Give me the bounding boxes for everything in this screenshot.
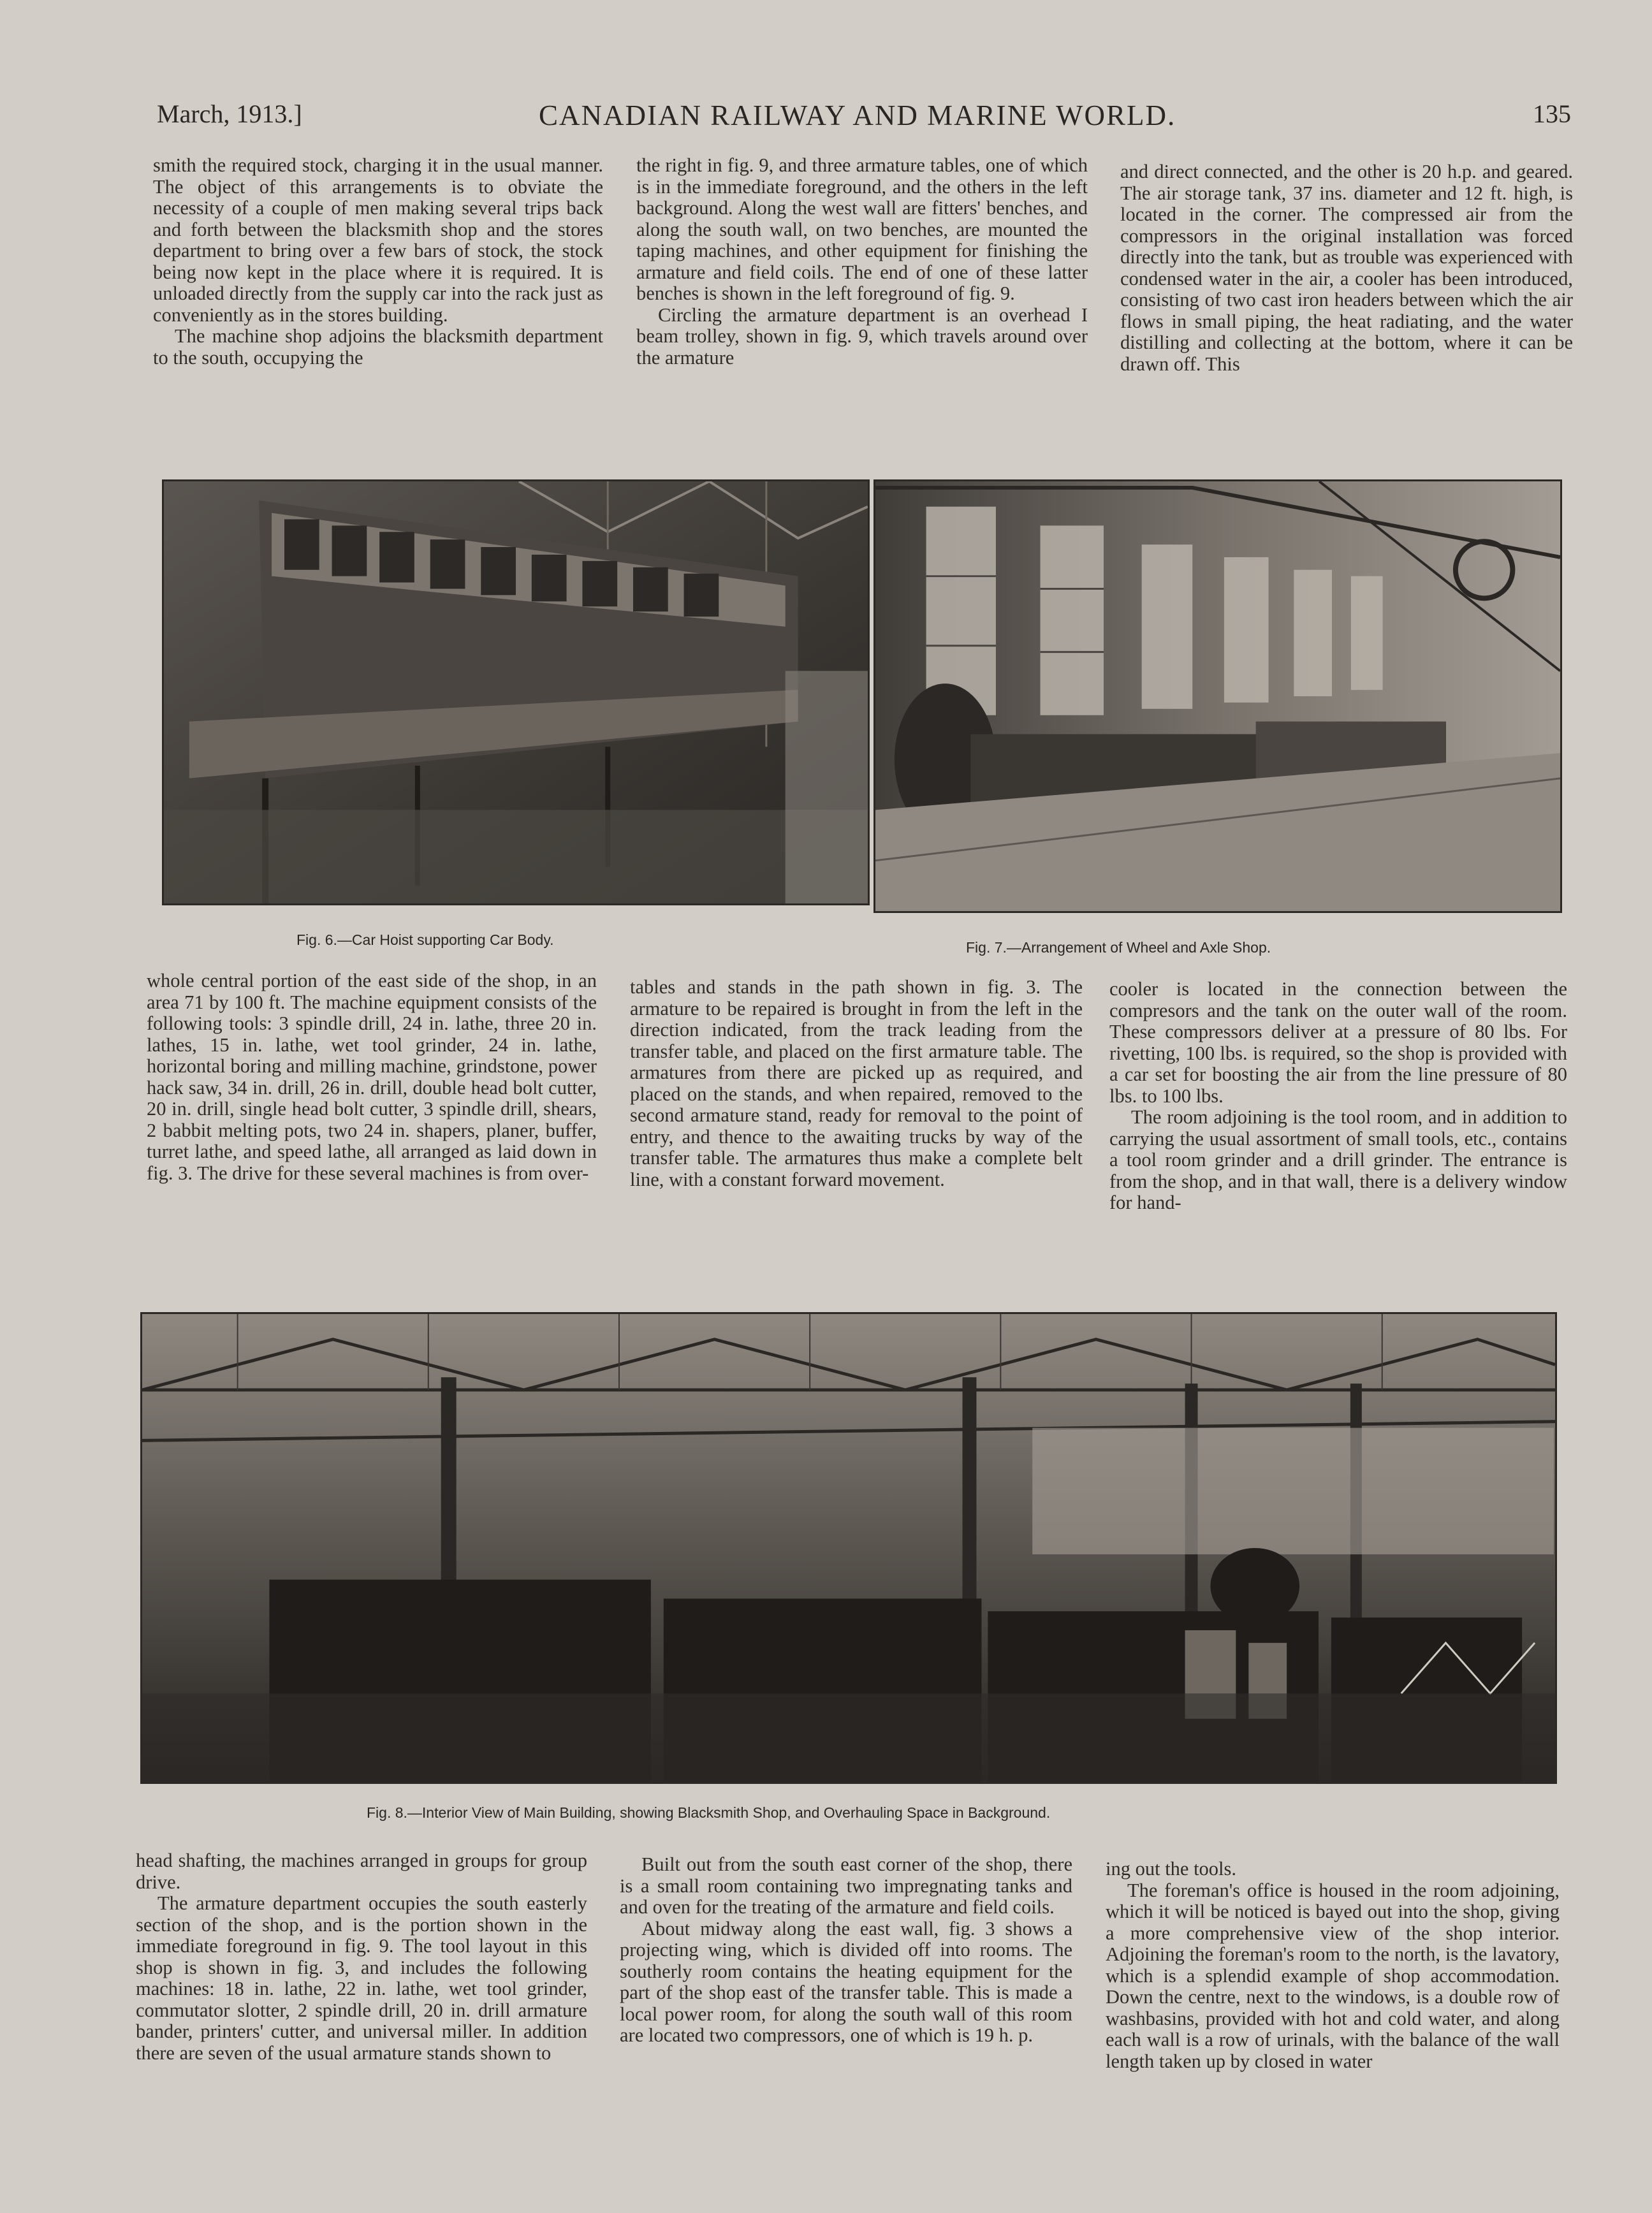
middle-column-2 — [630, 977, 1083, 1190]
fig6-caption: Fig. 6.—Car Hoist supporting Car Body. — [296, 931, 554, 948]
paragraph: The foreman's office is housed in the room adjoining, which it will be noticed is bayed out into the shop, giving a more comprehensive view of the shop interior. Adjoining the foreman's room to the north, is the lavatory, which is a splendid example of shop accommodation. Down the centre, next to the windows, is a double row of washbasins, provided with hot and cold water, and along each wall is a row of urinals, with the balance of the wall length taken up by closed in water — [1106, 1879, 1560, 2072]
paragraph: ing out the tools. — [1106, 1858, 1237, 1880]
fig8-main-building-interior-photo — [140, 1312, 1557, 1784]
issue-date: March, 1913.] — [157, 99, 302, 128]
fig8-caption: Fig. 8.—Interior View of Main Building, showing Blacksmith Shop, and Overhauling Space in Background. — [367, 1804, 1051, 1821]
paragraph: and direct connected, and the other is 20 h.p. and geared. The air storage tank, 37 ins. diameter and 12 ft. high, is located in the corner. The compressed air from the compressors in the original installation was forced directly into the tank, but as trouble was experienced with condensed water in the air, a cooler has been introduced, consisting of two cast iron headers between which the air flows in small piping, the heat radiating, and the water distilling and collecting at the bottom, where it can be drawn off. This — [1120, 161, 1573, 375]
top-column-2 — [636, 155, 1088, 369]
paragraph: The room adjoining is the tool room, and in addition to carrying the usual assortment of small tools, etc., contains a tool room grinder and a drill grinder. The entrance is from the shop, and in that wall, there is a delivery window for hand- — [1109, 1106, 1567, 1213]
paragraph: the right in fig. 9, and three armature tables, one of which is in the immediate foreground, and the others in the left background. Along the west wall are fitters' benches, and along the south wall, on two benches, are mounted the taping machines, and other equipment for finishing the armature and field coils. The end of one of these latter benches is shown in the left foreground of fig. 9. — [636, 154, 1088, 304]
fig7-wheel-axle-shop-photo — [874, 479, 1562, 913]
bottom-column-2 — [620, 1854, 1072, 2047]
fig7-caption: Fig. 7.—Arrangement of Wheel and Axle Shop. — [966, 939, 1271, 956]
paragraph: Circling the armature department is an overhead I beam trolley, shown in fig. 9, which travels around over the armature — [636, 303, 1088, 369]
paragraph: The machine shop adjoins the blacksmith department to the south, occupying the — [153, 325, 603, 369]
paragraph: tables and stands in the path shown in fig. 3. The armature to be repaired is brought in from the left in the direction indicated, from the track leading from the transfer table, and placed on the first armature table. The armatures from there are picked up as required, and placed on the stands, and when repaired, removed to the second armature stand, ready for removal to the point of entry, and thence to the awaiting trucks by way of the transfer table. The armatures thus make a complete belt line, with a constant forward movement. — [630, 976, 1083, 1190]
top-column-3 — [1120, 161, 1573, 375]
paragraph: smith the required stock, charging it in the usual manner. The object of this arrangements is to obviate the necessity of a couple of men making several trips back and forth between the blacksmith shop and the stores department to bring over a few bars of stock, the stock being now kept in the place where it is required. It is unloaded directly from the supply car into the rack just as conveniently as in the stores building. — [153, 154, 603, 326]
paragraph: whole central portion of the east side of the shop, in an area 71 by 100 ft. The machine equipment consists of the following tools: 3 spindle drill, 24 in. lathe, three 20 in. lathes, 15 in. lathe, wet tool grinder, 24 in. lathe, horizontal boring and milling machine, grindstone, power hack saw, 34 in. drill, 26 in. drill, double head bolt cutter, 20 in. drill, single head bolt cutter, 3 spindle drill, shears, 2 babbit melting pots, two 24 in. shapers, planer, buffer, turret lathe, and speed lathe, all arranged as laid down in fig. 3. The drive for these several machines is from over- — [147, 970, 597, 1184]
paragraph: About midway along the east wall, fig. 3 shows a projecting wing, which is divided off into rooms. The southerly room contains the heating equipment for the part of the shop east of the transfer table. This is made a local power room, for along the south wall of this room are located two compressors, one of which is 19 h. p. — [620, 1917, 1072, 2046]
paragraph: cooler is located in the connection between the compresors and the tank on the outer wall of the room. These compressors deliver at a pressure of 80 lbs. For rivetting, 100 lbs. is required, so the shop is provided with a car set for boosting the air from the line pressure of 80 lbs. to 100 lbs. — [1109, 978, 1567, 1107]
top-column-1 — [153, 155, 603, 369]
publication-title: CANADIAN RAILWAY AND MARINE WORLD. — [539, 99, 1176, 131]
bottom-column-1 — [136, 1850, 587, 2064]
middle-column-1 — [147, 970, 597, 1184]
paragraph: head shafting, the machines arranged in groups for group drive. — [136, 1850, 587, 1893]
paragraph: Built out from the south east corner of the shop, there is a small room containing two impregnating tanks and and oven for the treating of the armature and field coils. — [620, 1853, 1072, 1918]
page-number: 135 — [1533, 99, 1571, 128]
middle-column-3 — [1109, 979, 1567, 1214]
bottom-column-3 — [1106, 1859, 1560, 2072]
paragraph: The armature department occupies the south easterly section of the shop, and is the portion shown in the immediate foreground in fig. 9. The tool layout in this shop is shown in fig. 3, and includes the following machines: 18 in. lathe, 22 in. lathe, wet tool grinder, commutator slotter, 2 spindle drill, 20 in. drill armature bander, printers' cutter, and universal miller. In addition there are seven of the usual armature stands shown to — [136, 1892, 587, 2064]
fig6-car-hoist-photo — [162, 479, 870, 905]
